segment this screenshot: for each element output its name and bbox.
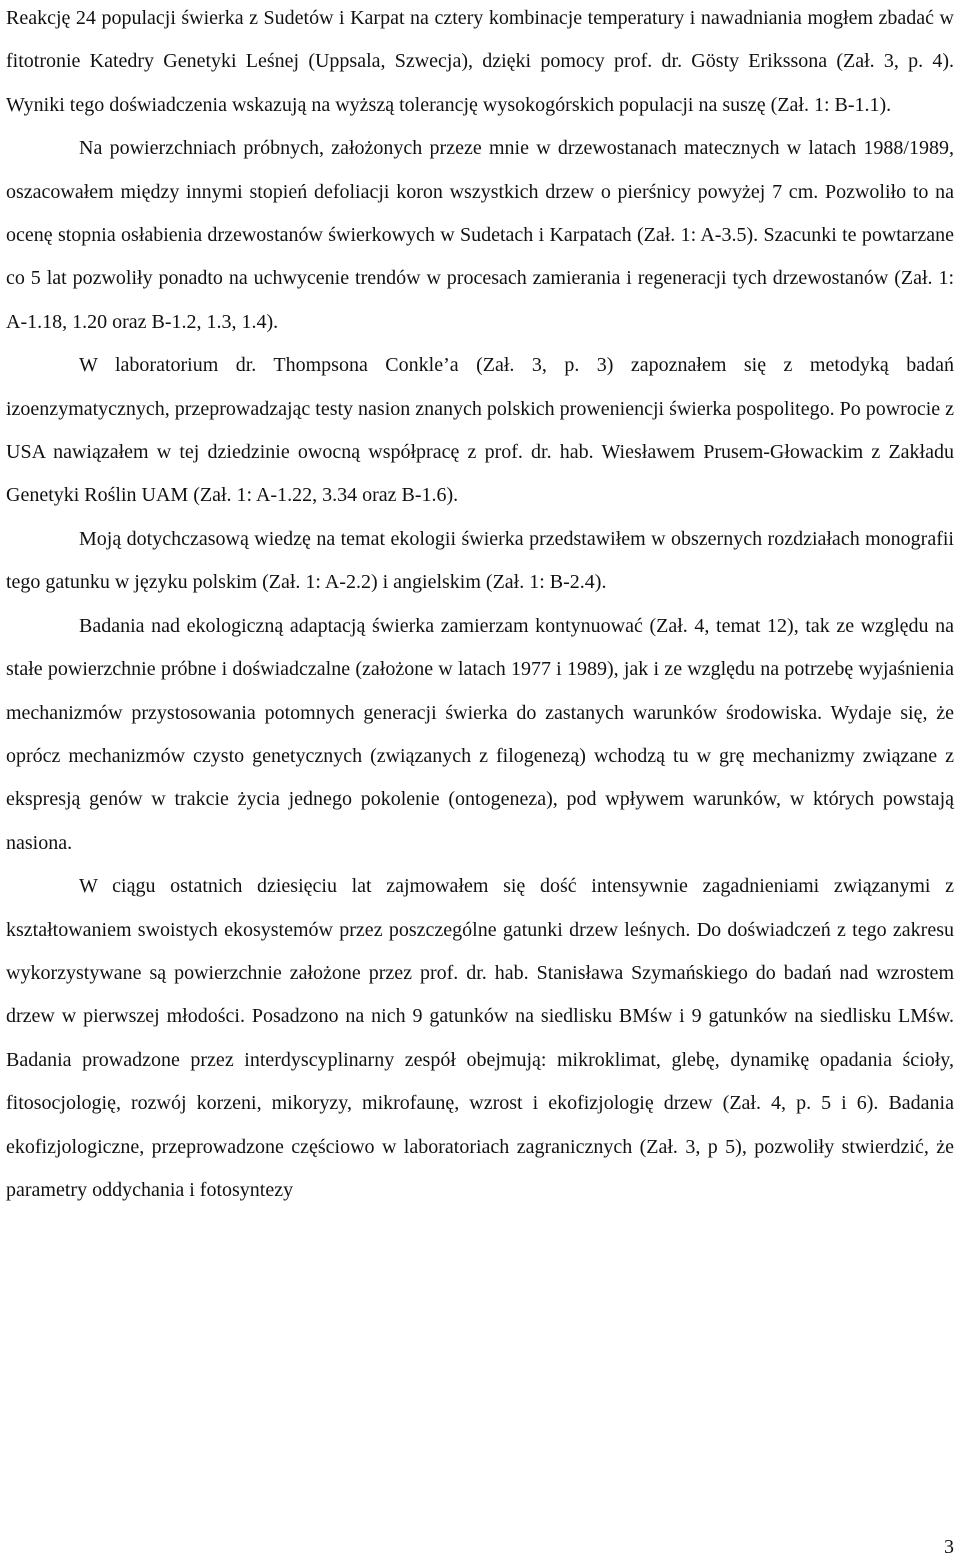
page-number: 3 [944, 1536, 954, 1558]
paragraph-2: Na powierzchniach próbnych, założonych przeze mnie w drzewostanach matecznych w latach 1988/1989, oszacowałem między innymi stopień defoliacji koron wszystkich drzew o pierśnicy powyżej 7 cm. Pozwoliło to na ocenę stopnia osłabienia drzewostanów świerkowych w Sudetach i Karpatach (Zał. 1: A-3.5). Szacunki te powtarzane co 5 lat pozwoliły ponadto na uchwycenie trendów w procesach zamierania i regeneracji tych drzewostanów (Zał. 1: A-1.18, 1.20 oraz B-1.2, 1.3, 1.4). [6, 137, 954, 333]
paragraph-5: Badania nad ekologiczną adaptacją świerka zamierzam kontynuować (Zał. 4, temat 12), tak ze względu na stałe powierzchnie próbne i doświadczalne (założone w latach 1977 i 1989), jak i ze względu na potrzebę wyjaśnienia mechanizmów przystosowania potomnych generacji świerka do zastanych warunków środowiska. Wydaje się, że oprócz mechanizmów czysto genetycznych (związanych z filogenezą) wchodzą tu w grę mechanizmy związane z ekspresją genów w trakcie życia jednego pokolenie (ontogeneza), pod wpływem warunków, w których powstają nasiona. [6, 614, 954, 854]
paragraph-3: W laboratorium dr. Thompsona Conkle’a (Zał. 3, p. 3) zapoznałem się z metodyką badań izoenzymatycznych, przeprowadzając testy nasion znanych polskich proweniencji świerka pospolitego. Po powrocie z USA nawiązałem w tej dziedzinie owocną współpracę z prof. dr. hab. Wiesławem Prusem-Głowackim z Zakładu Genetyki Roślin UAM (Zał. 1: A-1.22, 3.34 oraz B-1.6). [6, 354, 955, 507]
paragraph-6: W ciągu ostatnich dziesięciu lat zajmowałem się dość intensywnie zagadnieniami związanymi z kształtowaniem swoistych ekosystemów przez poszczególne gatunki drzew leśnych. Do doświadczeń z tego zakresu wykorzystywane są powierzchnie założone przez prof. dr. hab. Stanisława Szymańskiego do badań nad wzrostem drzew w pierwszej młodości. Posadzono na nich 9 gatunków na siedlisku BMśw i 9 gatunków na siedlisku LMśw. Badania prowadzone przez interdyscyplinarny zespół obejmują: mikroklimat, glebę, dynamikę opadania ścioły, fitosocjologię, rozwój korzeni, mikoryzy, mikrofaunę, wzrost i ekofizjologię drzew (Zał. 4, p. 5 i 6). Badania ekofizjologiczne, przeprowadzone częściowo w laboratoriach zagranicznych (Zał. 3, p 5), pozwoliły stwierdzić, że parametry oddychania i fotosyntezy [6, 875, 954, 1201]
paragraph-1: Reakcję 24 populacji świerka z Sudetów i Karpat na cztery kombinacje temperatury i nawadniania mogłem zbadać w fitotronie Katedry Genetyki Leśnej (Uppsala, Szwecja), dzięki pomocy prof. dr. Gösty Erikssona (Zał. 3, p. 4). Wyniki tego doświadczenia wskazują na wyższą tolerancję wysokogórskich populacji na suszę (Zał. 1: B-1.1). [6, 7, 954, 116]
paragraph-4: Moją dotychczasową wiedzę na temat ekologii świerka przedstawiłem w obszernych rozdziałach monografii tego gatunku w języku polskim (Zał. 1: A-2.2) i angielskim (Zał. 1: B-2.4). [6, 527, 954, 594]
body-text [6, 0, 954, 1212]
